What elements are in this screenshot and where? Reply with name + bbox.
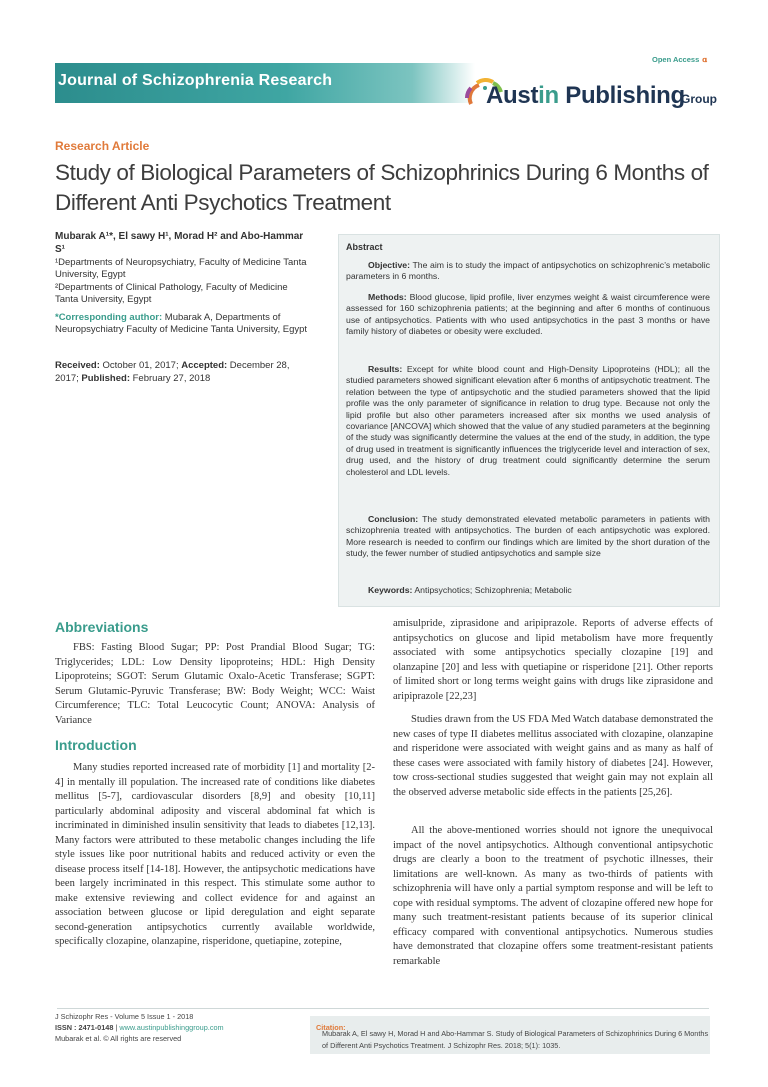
citation-text: Citation: Mubarak A, El sawy H, Morad H and Abo-Hammar S. Study of Biological Parameters of Schizophrinics During 6 Months of Different Anti Psychotics Treatment. J Schizophr Res. 2018; 5(1): 1035. [316,1023,709,1050]
article-type: Research Article [55,139,150,153]
affiliation-2: ²Departments of Clinical Pathology, Faculty of Medicine Tanta University, Egypt [55,282,288,306]
footer-journal-info [55,1011,305,1044]
footer-issn-line: ISSN : 2471-0148 | www.austinpublishinggroup.com [55,1023,224,1032]
abstract-results: Results: Except for white blood count and High-Density Lipoproteins (HDL); all the studied parameters showed significant elevation after 6 months of antipsychotic treatment. The relation between the type of antipsychotic and the studied parameters showed that the lipid profile was the only parameter of significance in relation to drug type. Because not only the lipid profile but also other parameters increased after six months we used analysis of covariance [ANCOVA] which showed that the value of any studied parameters at the beginning of the study was significantly determine the values at the end of the study, in addition, the type of drug used in treatment is significantly influences the triglyceride level and interaction of sex, drug used, and the history of drug treatment could significantly determine the serum cholesterol and LDL levels. [346,364,710,477]
abstract-methods: Methods: Blood glucose, lipid profile, liver enzymes weight & waist circumference were assessed for 160 schizophrenia patients; at the beginning and after 6 months of continuous use of antipsychotics. Patients with who used antipsychotics in the past 3 months or have family history of diabetes or obesity were excluded. [346,292,710,337]
affiliation-1: ¹Departments of Neuropsychiatry, Faculty of Medicine Tanta University, Egypt [55,257,307,281]
abstract-box [338,234,720,607]
footer-volume: J Schizophr Res - Volume 5 Issue 1 - 2018 [55,1012,194,1021]
journal-name: Journal of Schizophrenia Research [58,72,333,89]
introduction-text: Many studies reported increased rate of morbidity [1] and mortality [2-4] in mentally ill population. The increased rate of conditions like diabetes mellitus [5-7], cardiovascular disorders [8,9] and obesity [10,11] particularly abdominal adiposity and visceral abdominal fat which is incriminated in diminished insulin sensitivity that leads to diabetes [12,13]. Many factors were attributed to these metabolic changes including the life style issues like poor nutritional habits and reduced activity or even the disease process itself [14-18]. However, the antipsychotic medications have been largely incriminated in this respect. This stimulate some author to make extensive reviewing and collect evidence for and against an association between glucose or lipid deregulation and eight separate second-generation antipsychotics currently available worldwide, specifically clozapine, olanzapine, risperidone, quetiapine, zotepine, [55,762,375,947]
citation-box [310,1016,710,1054]
body-paragraph-3: All the above-mentioned worries should not ignore the unequivocal impact of the novel antipsychotics. Although conventional antipsychotic drugs are clearly a boon to the treatment of psychotic illnesses, their limitations are well-known. As many as two-thirds of patients with schizophrenia will have only a partial symptom response and will be left to cope with residual symptoms. The advent of clozapine offered new hope for many such treatment-resistant patients because of its superior clinical efficacy compared with conventional antipsychotics. Numerous studies have demonstrated that clozapine offers some treatment-resistant patients remarkable [393,825,713,967]
body-paragraph-2: Studies drawn from the US FDA Med Watch database demonstrated the new cases of type II diabetes mellitus associated with clozapine, olanzapine and risperidone were associated with weight gains and as many as half of these cases were associated with family history of diabetes [24]. However, tow cross-sectional studies suggested that weight gain may not explain all the observed adverse metabolic side effects in the patients [25,26]. [393,714,713,798]
publisher-name: Austin Publishing [486,82,685,109]
abstract-objective: Objective: The aim is to study the impact of antipsychotics on schizophrenic’s metabolic parameters in 6 months. [346,260,710,282]
abstract-conclusion: Conclusion: The study demonstrated elevated metabolic parameters in patients with schizophrenia treated with antipsychotics. The burden of each antipsychotic was explored. More research is needed to confirm our findings which are limited by the short duration of the study, the fewer number of studied antipsychotics and sample size [346,514,710,559]
publisher-group: Group [681,92,717,106]
footer-divider [57,1008,709,1009]
abstract-heading: Abstract [346,242,383,252]
article-title: Study of Biological Parameters of Schizophrinics During 6 Months of Different Anti Psychotics Treatment [55,160,709,215]
introduction-heading: Introduction [55,737,137,753]
open-access-label: Open Access 𝛂 [652,55,707,64]
footer-rights: Mubarak et al. © All rights are reserved [55,1034,182,1043]
author-list: Mubarak A¹*, El sawy H¹, Morad H² and Abo-Hammar S¹ [55,231,304,255]
journal-banner [55,63,475,103]
abstract-keywords: Keywords: Antipsychotics; Schizophrenia; Metabolic [368,585,572,595]
open-lock-icon: 𝛂 [702,55,707,64]
abbreviations-heading: Abbreviations [55,619,149,635]
article-dates: Received: October 01, 2017; Accepted: December 28, 2017; Published: February 27, 2018 [55,360,290,384]
corresponding-author: *Corresponding author: Mubarak A, Departments of Neuropsychiatry Faculty of Medicine Tanta University, Egypt [55,312,308,336]
body-paragraph-1: amisulpride, ziprasidone and aripiprazole. Reports of adverse effects of antipsychotics on glucose and lipid metabolism have more frequently associated with some antipsychotics specially clozapine [19] and olanzapine [20] and less with quetiapine or risperidone [21]. Other reports of limited short or long terms weight gains with drugs like ziprasidone and aripiprazole [22,23] [393,618,713,702]
publisher-website-link[interactable]: www.austinpublishinggroup.com [119,1023,224,1032]
abbreviations-text: FBS: Fasting Blood Sugar; PP: Post Prandial Blood Sugar; TG: Triglycerides; LDL: Low Density lipoproteins; HDL: High Density Lipoproteins; SGOT: Serum Glutamic Oxalo-Acetic Transferase; SGPT: Serum Glutamic-Pyruvic Transferase; BW: Body Weight; WCC: Waist Circumference; TLC: Total Leucocytic Count; ANOVA: Analysis of Variance [55,642,375,726]
